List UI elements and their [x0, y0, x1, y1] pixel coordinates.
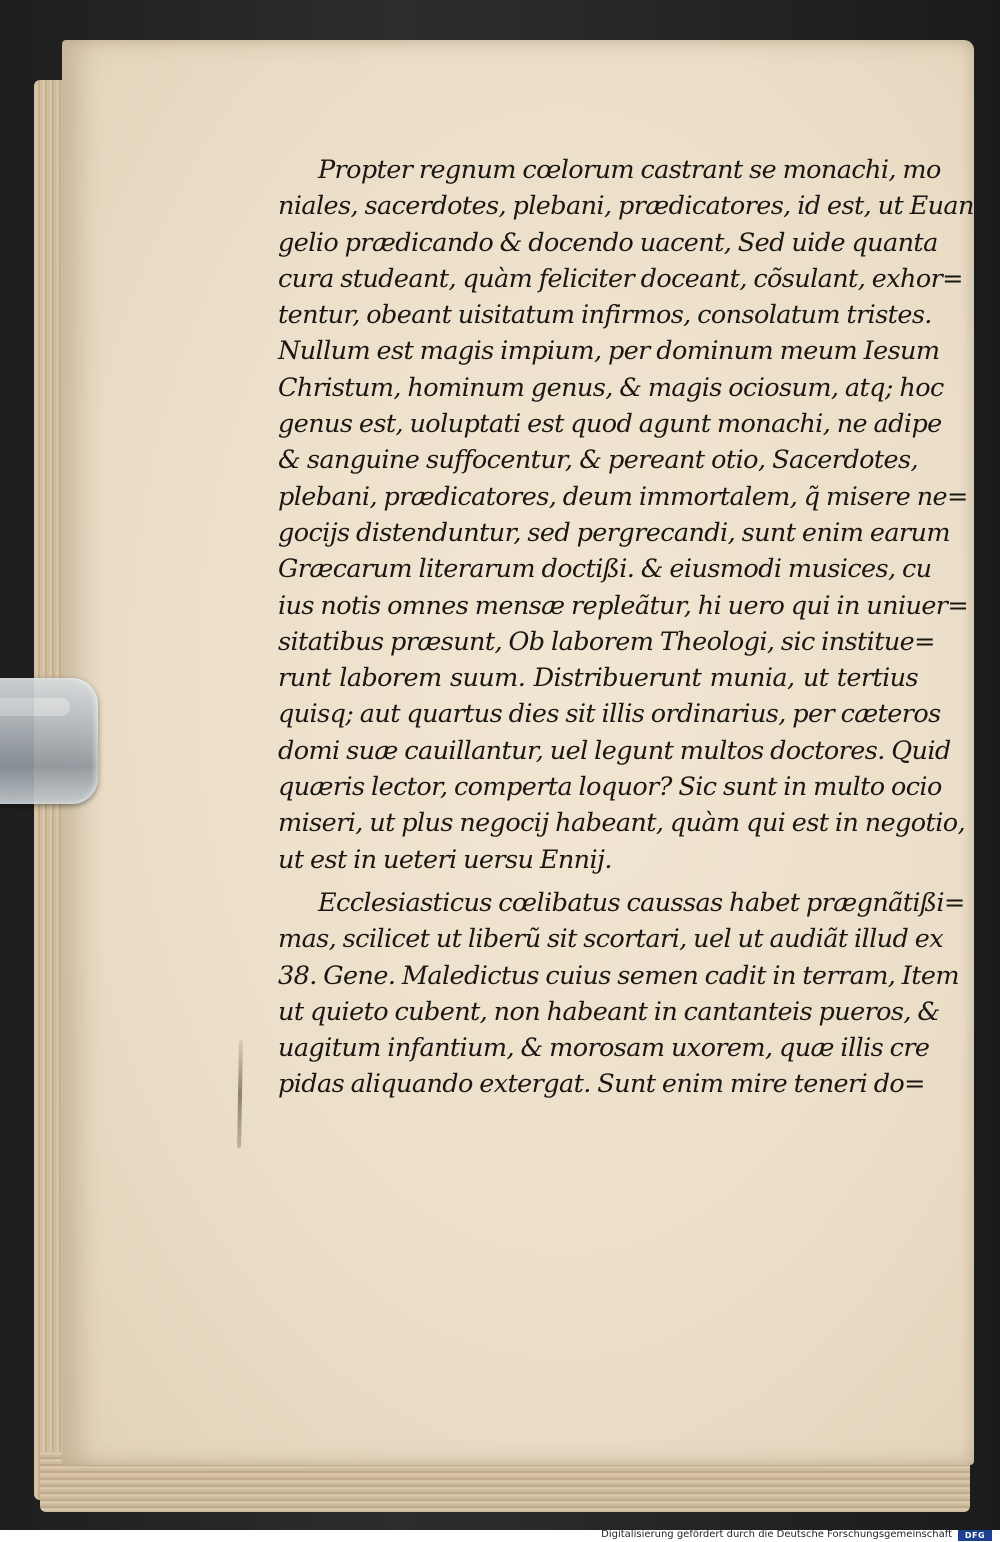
- text-line: domi suæ cauillantur, uel legunt multos doctores. Quid: [278, 735, 951, 766]
- text-line: uagitum infantium, & morosam uxorem, quæ illis cre: [278, 1033, 930, 1064]
- page-text: [278, 152, 974, 1103]
- text-line: tentur, obeant uisitatum infirmos, consolatum tristes.: [278, 300, 932, 331]
- text-line: Ecclesiasticus cœlibatus caussas habet prægnãtißi=: [318, 887, 965, 918]
- text-line: Græcarum literarum doctißi. & eiusmodi musices, cu: [278, 554, 932, 585]
- text-line: niales, sacerdotes, plebani, prædicatores, id est, ut Euan: [278, 191, 974, 222]
- text-line: mas, scilicet ut liberũ sit scortari, uel ut audiãt illud ex: [278, 924, 943, 955]
- text-line: gocijs distenduntur, sed pergrecandi, sunt enim earum: [278, 517, 950, 548]
- text-line: plebani, prædicatores, deum immortalem, q̃ misere ne=: [278, 481, 968, 512]
- text-line: & sanguine suffocentur, & pereant otio, Sacerdotes,: [278, 445, 918, 476]
- digitization-credit: Digitalisierung gefördert durch die Deutsche Forschungsgemeinschaft: [601, 1529, 952, 1540]
- text-line: Propter regnum cœlorum castrant se monachi, mo: [318, 155, 941, 185]
- text-line: 38. Gene. Maledictus cuius semen cadit in terram, Item: [278, 960, 959, 991]
- text-line: cura studeant, quàm feliciter doceant, cõsulant, exhor=: [278, 263, 963, 294]
- dfg-logo: DFG: [958, 1530, 992, 1541]
- text-line: gelio prædicando & docendo uacent, Sed uide quanta: [278, 227, 938, 258]
- text-line: genus est, uoluptati est quod agunt monachi, ne adipe: [278, 409, 942, 440]
- text-line: sitatibus præsunt, Ob laborem Theologi, sic institue=: [278, 626, 935, 657]
- text-line: ut est in ueteri uersu Ennij.: [278, 844, 612, 875]
- text-line: runt laborem suum. Distribuerunt munia, ut tertius: [278, 663, 918, 694]
- text-line: ius notis omnes mensæ repleãtur, hi uero qui in uniuer=: [278, 590, 969, 621]
- text-line: quisq; aut quartus dies sit illis ordinarius, per cæteros: [278, 699, 941, 730]
- page-clip: [0, 678, 98, 804]
- text-line: miseri, ut plus negocij habeant, quàm qui est in negotio,: [278, 808, 966, 839]
- text-line: Christum, hominum genus, & magis ociosum, atq; hoc: [278, 372, 944, 403]
- text-line: ut quieto cubent, non habeant in cantanteis pueros, &: [278, 996, 940, 1027]
- text-line: Nullum est magis impium, per dominum meum Iesum: [278, 336, 940, 367]
- text-line: quæris lector, comperta loquor? Sic sunt in multo ocio: [278, 772, 942, 803]
- text-line: pidas aliquando extergat. Sunt enim mire teneri do=: [278, 1069, 925, 1100]
